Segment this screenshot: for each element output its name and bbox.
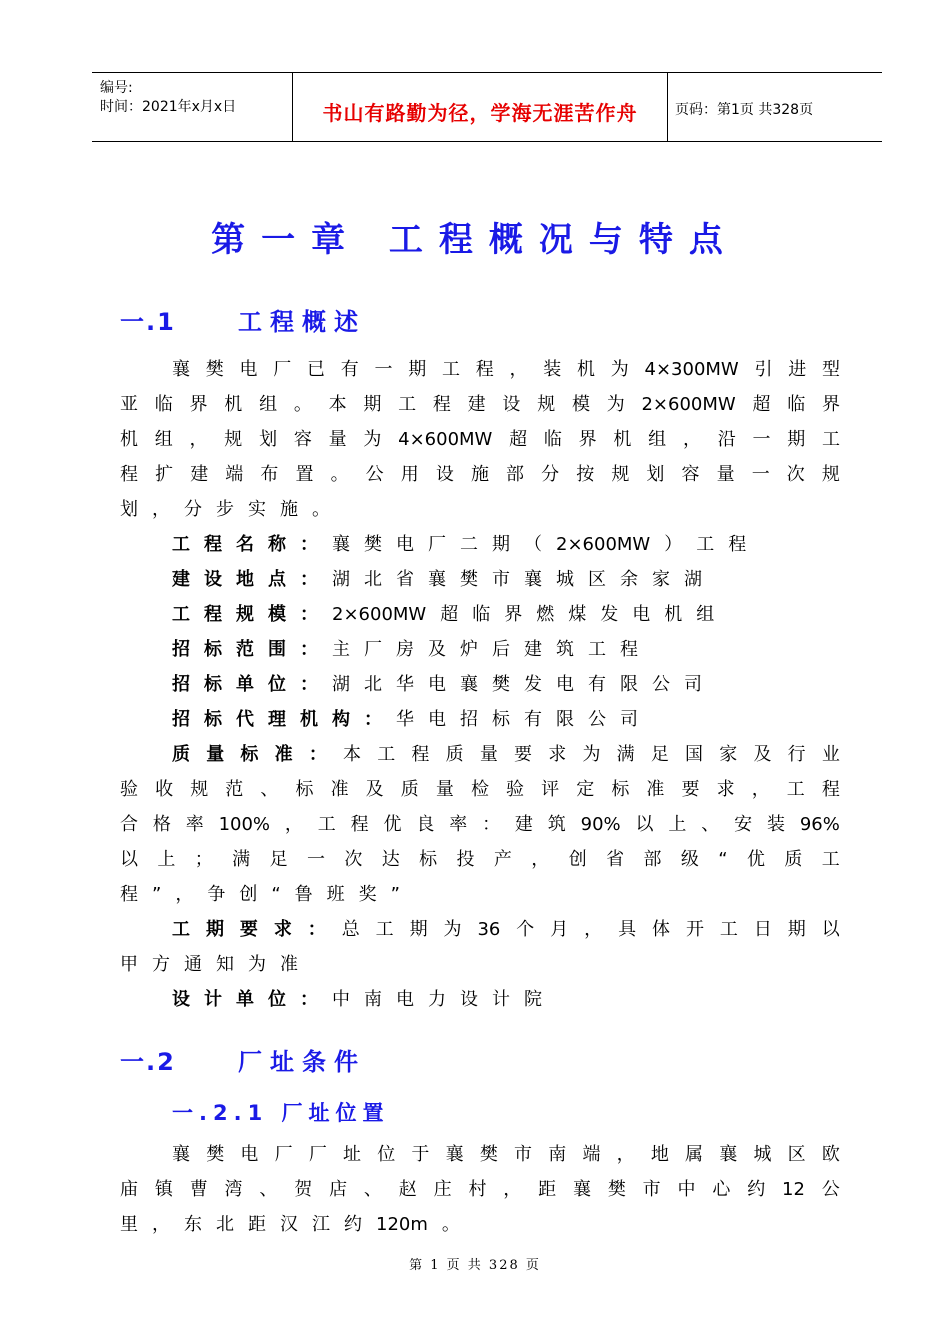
section-title: 工程概述 bbox=[238, 308, 366, 336]
text-line: 机 组 ， 规 划 容 量 为 4×600MW 超 临 界 机 组 ， 沿 一 期 工 bbox=[120, 429, 840, 450]
text-line: 亚 临 界 机 组 。 本 期 工 程 建 设 规 模 为 2×600MW 超 临 界 bbox=[120, 394, 840, 415]
header-motto-cell bbox=[292, 73, 668, 141]
field-name: 工 程 名 称 ： 襄 樊 电 厂 二 期 （ 2×600MW ） 工 程 bbox=[172, 534, 747, 555]
field-bidder: 招 标 单 位 ： 湖 北 华 电 襄 樊 发 电 有 限 公 司 bbox=[172, 674, 702, 695]
field-location: 建 设 地 点 ： 湖 北 省 襄 樊 市 襄 城 区 余 家 湖 bbox=[172, 569, 702, 590]
subsection-heading: 一.2.1 厂址位置 bbox=[172, 1101, 390, 1125]
section-title: 厂址条件 bbox=[238, 1048, 366, 1076]
field-designer: 设 计 单 位 ： 中 南 电 力 设 计 院 bbox=[172, 989, 542, 1010]
section-number: 一.1 bbox=[120, 308, 176, 336]
field-period: 工 期 要 求 ： 总 工 期 为 36 个 月 ， 具 体 开 工 日 期 以 bbox=[172, 919, 840, 940]
text-line: 以 上 ； 满 足 一 次 达 标 投 产 ， 创 省 部 级 “ 优 质 工 bbox=[120, 849, 840, 870]
document-number-label: 编号: bbox=[100, 80, 133, 96]
text-line: 合 格 率 100% ， 工 程 优 良 率 ： 建 筑 90% 以 上 、 安 装 96% bbox=[120, 814, 840, 835]
section-heading-2 bbox=[120, 1042, 366, 1077]
text-line: 划 ， 分 步 实 施 。 bbox=[120, 499, 330, 520]
header-meta-cell bbox=[92, 73, 292, 141]
section-number: 一.2 bbox=[120, 1048, 176, 1076]
text-line: 里 ， 东 北 距 汉 江 约 120m 。 bbox=[120, 1214, 460, 1235]
text-line: 甲 方 通 知 为 准 bbox=[120, 954, 298, 975]
field-quality: 质 量 标 准 ： 本 工 程 质 量 要 求 为 满 足 国 家 及 行 业 bbox=[172, 744, 840, 765]
text-line: 襄 樊 电 厂 厂 址 位 于 襄 樊 市 南 端 ， 地 属 襄 城 区 欧 bbox=[172, 1144, 840, 1165]
chapter-title: 第一章 工程概况与特点 bbox=[211, 220, 739, 260]
section-heading-1 bbox=[120, 302, 366, 337]
text-line: 程 扩 建 端 布 置 。 公 用 设 施 部 分 按 规 划 容 量 一 次 规 bbox=[120, 464, 840, 485]
text-line: 庙 镇 曹 湾 、 贺 店 、 赵 庄 村 ， 距 襄 樊 市 中 心 约 12 公 bbox=[120, 1179, 840, 1200]
text-line: 襄 樊 电 厂 已 有 一 期 工 程 ， 装 机 为 4×300MW 引 进 型 bbox=[172, 359, 840, 380]
header-page-number: 页码：第1页 共328页 bbox=[675, 102, 814, 118]
field-scope: 招 标 范 围 ： 主 厂 房 及 炉 后 建 筑 工 程 bbox=[172, 639, 638, 660]
page-footer: 第 1 页 共 328 页 bbox=[409, 1258, 541, 1273]
field-scale: 工 程 规 模 ： 2×600MW 超 临 界 燃 煤 发 电 机 组 bbox=[172, 604, 715, 625]
field-agent: 招 标 代 理 机 构 ： 华 电 招 标 有 限 公 司 bbox=[172, 709, 638, 730]
document-time-label: 时间：2021年x月x日 bbox=[100, 99, 237, 115]
header-page-cell bbox=[667, 73, 882, 141]
text-line: 程 ” ， 争 创 “ 鲁 班 奖 ” bbox=[120, 884, 400, 905]
header-motto: 书山有路勤为径，学海无涯苦作舟 bbox=[322, 101, 638, 125]
text-line: 验 收 规 范 、 标 准 及 质 量 检 验 评 定 标 准 要 求 ， 工 程 bbox=[120, 779, 840, 800]
page-header bbox=[92, 72, 882, 142]
